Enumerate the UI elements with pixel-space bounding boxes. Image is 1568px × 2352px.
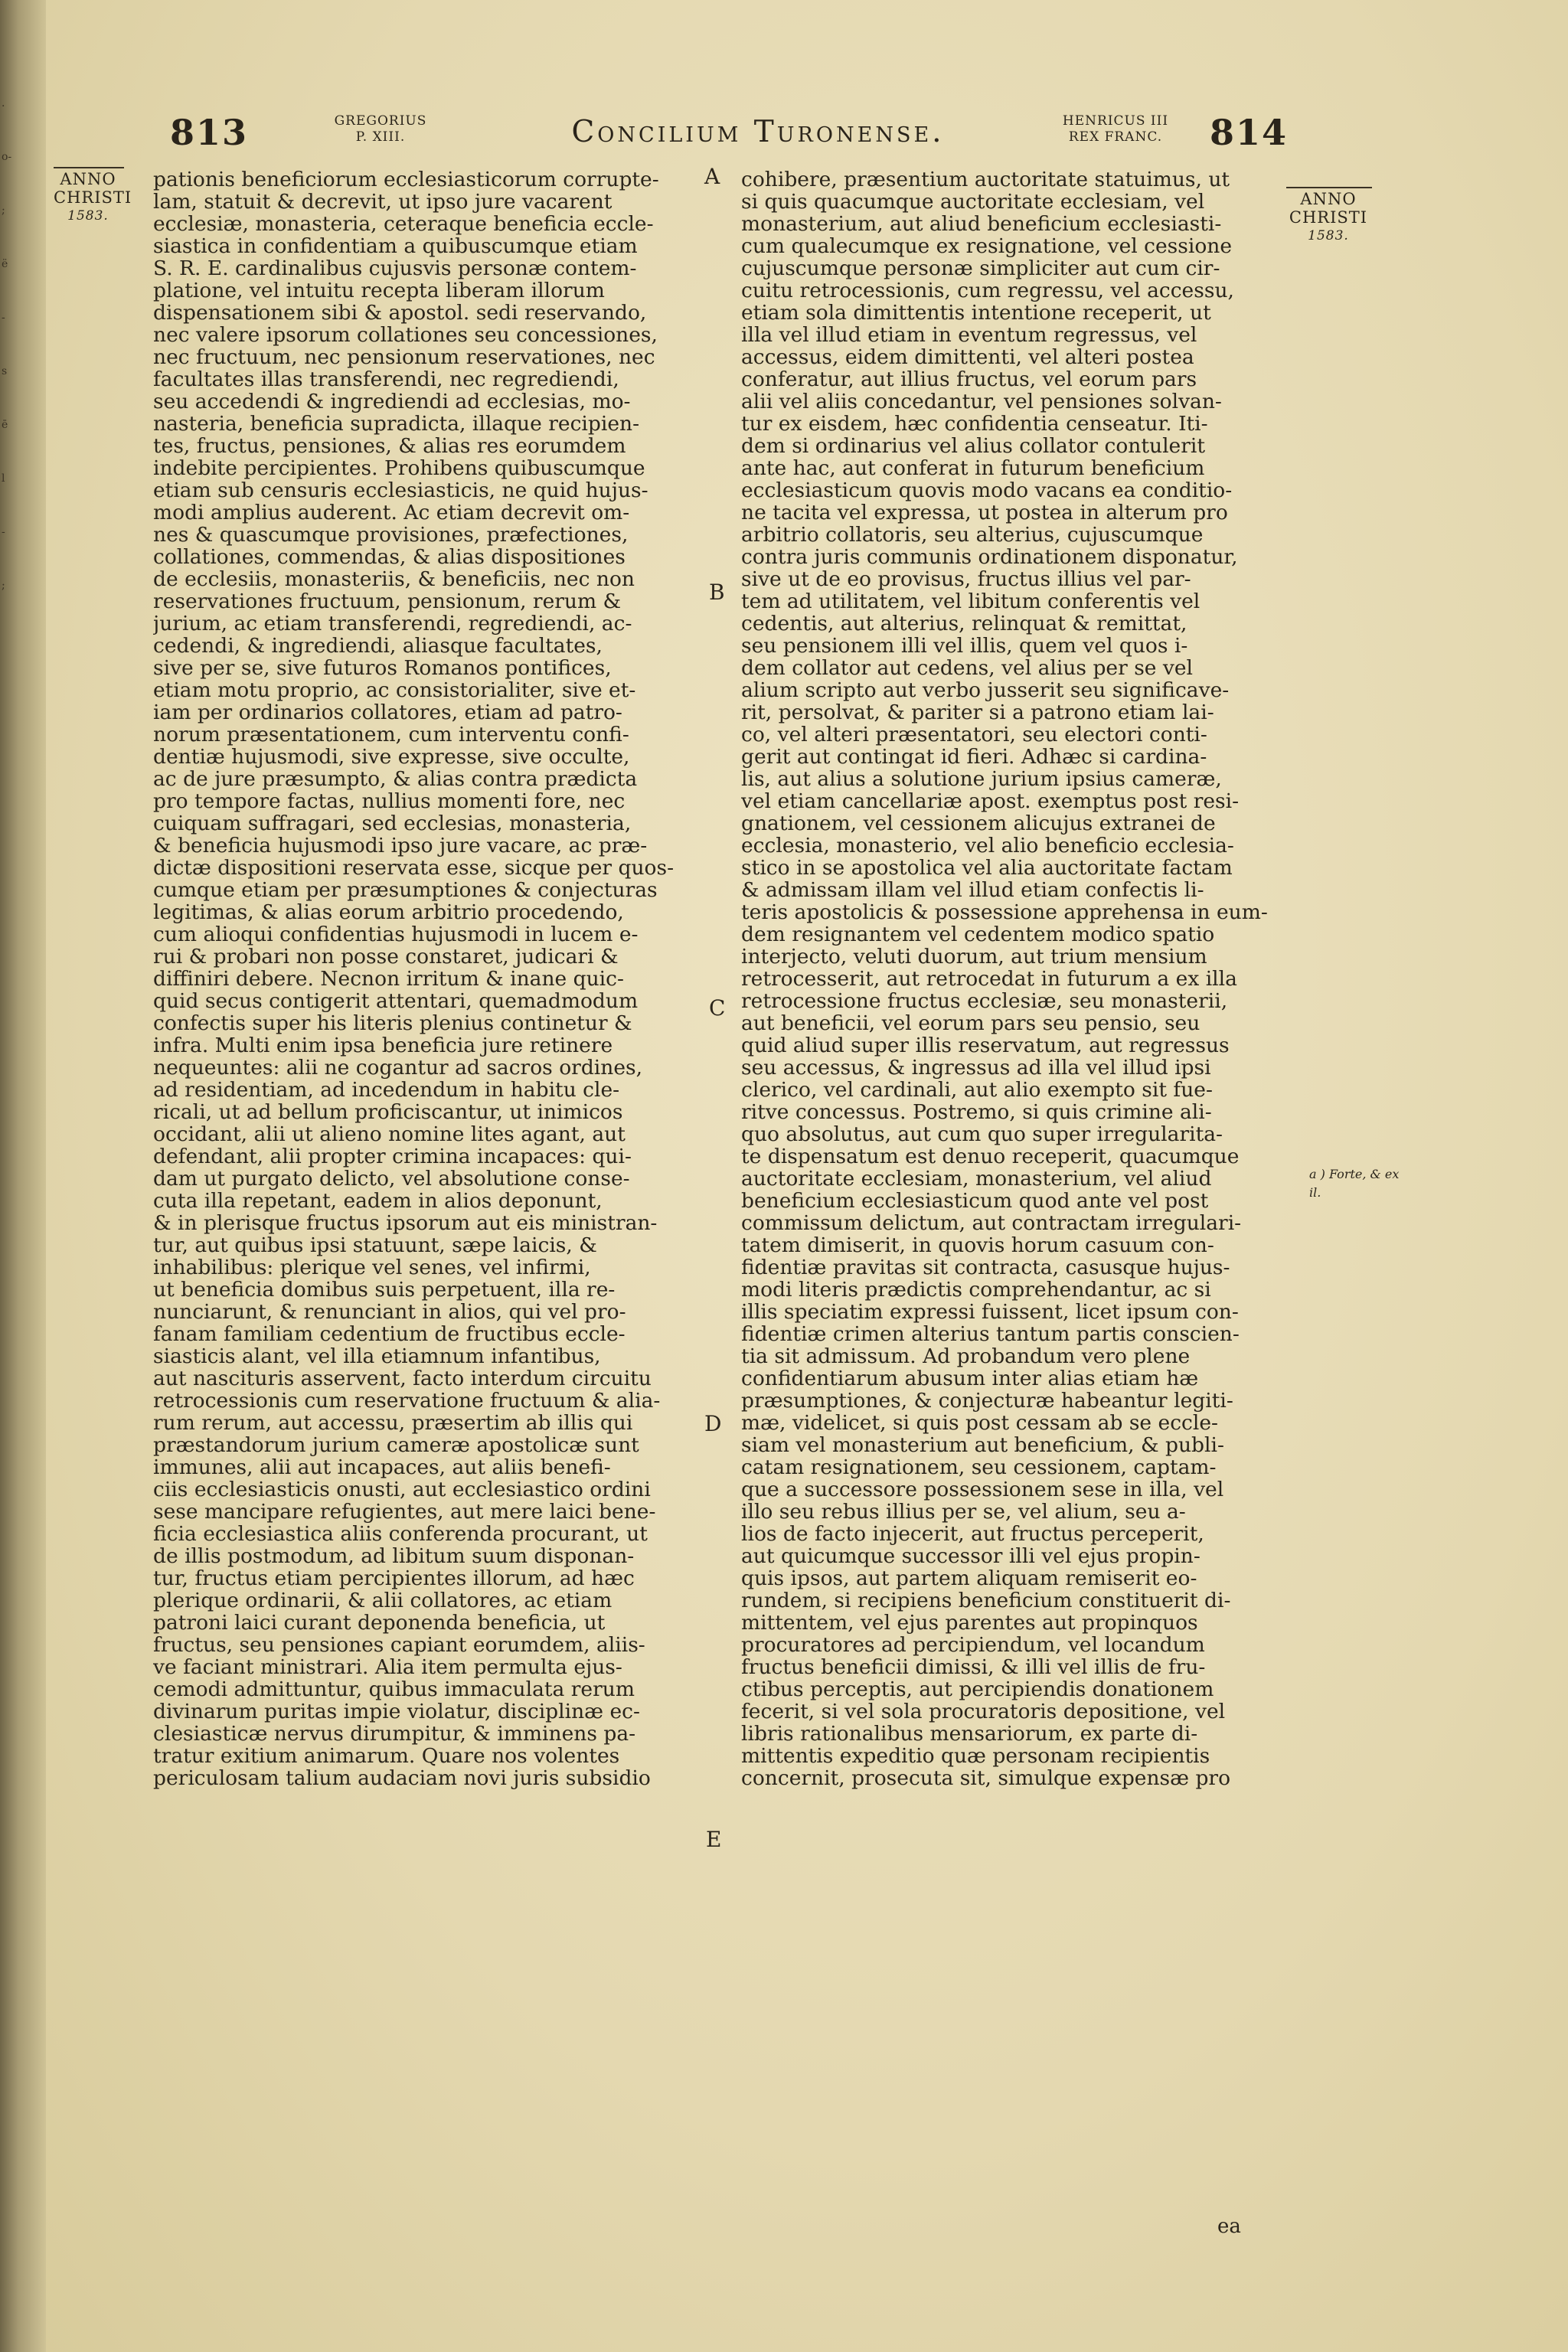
left-text-line: & in plerisque fructus ipsorum aut eis ministran-	[153, 1212, 658, 1234]
left-text-line: ecclesiæ, monasteria, ceteraque beneficia eccle-	[153, 213, 654, 235]
right-text-line: stico in se apostolica vel alia auctoritate factam	[741, 857, 1233, 879]
right-running-head-text: HENRICUS III REX FRANC.	[1062, 113, 1169, 145]
right-text-line: beneficium ecclesiasticum quod ante vel post	[741, 1190, 1209, 1212]
left-text-line: aut nascituris asservent, facto interdum circuitu	[153, 1367, 652, 1390]
left-text-line: diffiniri debere. Necnon irritum & inane quic-	[153, 968, 624, 990]
left-text-line: nasteria, beneficia supradicta, illaque recipien-	[153, 413, 640, 435]
left-text-line: pro tempore factas, nullius momenti fore, nec	[153, 790, 626, 812]
right-text-line: fructus beneficii dimissi, & illi vel illis de fru-	[741, 1656, 1206, 1678]
right-text-line: teris apostolicis & possessione apprehensa in eum-	[741, 901, 1268, 923]
right-text-column	[741, 168, 1288, 1789]
left-text-line: nec valere ipsorum collationes seu concessiones,	[153, 324, 658, 346]
right-text-line: ne tacita vel expressa, ut postea in alterum pro	[741, 501, 1228, 524]
left-text-line: etiam sub censuris ecclesiasticis, ne quid hujus-	[153, 479, 648, 501]
right-text-line: fidentiæ pravitas sit contracta, casusque hujus-	[741, 1256, 1230, 1279]
left-text-line: platione, vel intuitu recepta liberam illorum	[153, 279, 605, 302]
right-text-line: tem ad utilitatem, vel libitum conferentis vel	[741, 590, 1200, 612]
left-text-line: ciis ecclesiasticis onusti, aut ecclesiastico ordini	[153, 1478, 651, 1501]
left-text-line: dentiæ hujusmodi, sive expresse, sive occulte,	[153, 746, 630, 768]
left-text-line: cum alioqui confidentias hujusmodi in lucem e-	[153, 923, 639, 946]
left-text-line: dictæ dispositioni reservata esse, sicque per quos-	[153, 857, 675, 879]
left-text-line: ficia ecclesiastica aliis conferenda procurant, ut	[153, 1523, 648, 1545]
right-text-line: ante hac, aut conferat in futurum beneficium	[741, 457, 1205, 479]
left-text-line: dam ut purgato delicto, vel absolutione conse-	[153, 1168, 630, 1190]
right-text-line: retrocessione fructus ecclesiæ, seu monasterii,	[741, 990, 1228, 1012]
left-margin-label: ANNO CHRISTI	[54, 170, 132, 207]
right-text-line: dem collator aut cedens, vel alius per se vel	[741, 657, 1194, 679]
left-text-line: plerique ordinarii, & alii collatores, ac etiam	[153, 1589, 612, 1612]
right-text-line: ecclesia, monasterio, vel alio beneficio ecclesia-	[741, 835, 1234, 857]
right-page-number: 814	[1210, 112, 1289, 153]
page-title: Concilium Turonense.	[571, 115, 945, 149]
right-text-line: etiam sola dimittentis intentione receperit, ut	[741, 302, 1211, 324]
section-letter-c: C	[709, 995, 726, 1021]
book-page	[46, 0, 1568, 2352]
left-text-line: rui & probari non posse constaret, judicari &	[153, 946, 619, 968]
right-text-line: lis, aut alius a solutione jurium ipsius cameræ,	[741, 768, 1222, 790]
left-text-column	[153, 168, 700, 1789]
left-text-line: infra. Multi enim ipsa beneficia jure retinere	[153, 1034, 613, 1057]
right-text-line: retrocesserit, aut retrocedat in futurum a ex illa	[741, 968, 1237, 990]
right-text-line: quo absolutus, aut cum quo super irregularita-	[741, 1123, 1223, 1145]
right-text-line: mittentem, vel ejus parentes aut propinquos	[741, 1612, 1198, 1634]
right-text-line: alii vel aliis concedantur, vel pensiones solvan-	[741, 390, 1222, 413]
right-text-line: rundem, si recipiens beneficium constituerit di-	[741, 1589, 1231, 1612]
left-text-line: reservationes fructuum, pensionum, rerum &	[153, 590, 622, 612]
left-text-line: de ecclesiis, monasteriis, & beneficiis, nec non	[153, 568, 635, 590]
left-margin-note	[54, 170, 132, 225]
right-text-line: illis speciatim expressi fuissent, licet ipsum con-	[741, 1301, 1239, 1323]
catchword: ea	[1217, 2215, 1241, 2238]
left-page-number: 813	[170, 112, 249, 153]
right-text-line: illa vel illud etiam in eventum regressus, vel	[741, 324, 1197, 346]
right-text-line: procuratores ad percipiendum, vel locandum	[741, 1634, 1205, 1656]
left-text-line: sive per se, sive futuros Romanos pontifices,	[153, 657, 612, 679]
right-text-line: dem resignantem vel cedentem modico spatio	[741, 923, 1215, 946]
left-text-line: & beneficia hujusmodi ipso jure vacare, ac præ-	[153, 835, 648, 857]
right-text-line: si quis quacumque auctoritate ecclesiam, vel	[741, 191, 1205, 213]
right-text-line: lios de facto injecerit, aut fructus perceperit,	[741, 1523, 1204, 1545]
right-text-line: alium scripto aut verbo jusserit seu significave-	[741, 679, 1230, 701]
right-text-line: cedentis, aut alterius, relinquat & remittat,	[741, 612, 1187, 635]
left-text-line: ut beneficia domibus suis perpetuent, illa re-	[153, 1279, 616, 1301]
right-text-line: & admissam illam vel illud etiam confectis li-	[741, 879, 1204, 901]
right-text-line: contra juris communis ordinationem disponatur,	[741, 546, 1238, 568]
right-running-head	[1050, 113, 1181, 145]
left-text-line: iam per ordinarios collatores, etiam ad patro-	[153, 701, 622, 724]
right-text-line: monasterium, aut aliud beneficium ecclesiasti-	[741, 213, 1222, 235]
right-text-line: fidentiæ crimen alterius tantum partis conscien-	[741, 1323, 1240, 1345]
right-text-line: modi literis prædictis comprehendantur, ac si	[741, 1279, 1211, 1301]
left-text-line: tes, fructus, pensiones, & alias res eorumdem	[153, 435, 626, 457]
left-text-line: de illis postmodum, ad libitum suum disponan-	[153, 1545, 635, 1567]
right-text-line: illo seu rebus illius per se, vel alium, seu a-	[741, 1501, 1186, 1523]
right-text-line: rit, persolvat, & pariter si a patrono etiam lai-	[741, 701, 1214, 724]
left-text-line: tratur exitium animarum. Quare nos volentes	[153, 1745, 620, 1767]
left-text-line: nunciarunt, & renunciant in alios, qui vel pro-	[153, 1301, 626, 1323]
section-letter-b: B	[709, 580, 725, 605]
right-text-line: cohibere, præsentium auctoritate statuimus, ut	[741, 168, 1230, 191]
right-text-line: fecerit, si vel sola procuratoris depositione, vel	[741, 1700, 1226, 1723]
right-margin-note	[1286, 190, 1370, 245]
left-text-line: nes & quascumque provisiones, præfectiones,	[153, 524, 629, 546]
left-text-line: fructus, seu pensiones capiant eorumdem, aliis-	[153, 1634, 645, 1656]
page-header	[46, 107, 1568, 168]
right-text-line: gnationem, vel cessionem alicujus extranei de	[741, 812, 1216, 835]
left-text-line: sese mancipare refugientes, aut mere laici bene-	[153, 1501, 656, 1523]
left-text-line: cuiquam suffragari, sed ecclesias, monasteria,	[153, 812, 632, 835]
left-text-line: cuta illa repetant, eadem in alios deponunt,	[153, 1190, 603, 1212]
right-text-line: quis ipsos, aut partem aliquam remiserit eo-	[741, 1567, 1197, 1589]
right-text-line: libris rationalibus mensariorum, ex parte di-	[741, 1723, 1198, 1745]
right-text-line: seu accessus, & ingressus ad illa vel illud ipsi	[741, 1057, 1211, 1079]
left-text-line: ve faciant ministrari. Alia item permulta ejus-	[153, 1656, 622, 1678]
left-text-line: clesiasticæ nervus dirumpitur, & imminens pa-	[153, 1723, 636, 1745]
right-text-line: confidentiarum abusum inter alias etiam hæ	[741, 1367, 1199, 1390]
right-text-line: catam resignationem, seu cessionem, captam-	[741, 1456, 1217, 1478]
left-margin-rule	[54, 167, 124, 168]
right-text-line: aut beneficii, vel eorum pars seu pensio, seu	[741, 1012, 1200, 1034]
right-text-line: concernit, prosecuta sit, simulque expensæ pro	[741, 1767, 1231, 1789]
right-text-line: tia sit admissum. Ad probandum vero plene	[741, 1345, 1191, 1367]
left-text-line: defendant, alii propter crimina incapaces: qui-	[153, 1145, 632, 1168]
left-text-line: tur, aut quibus ipsi statuunt, sæpe laicis, &	[153, 1234, 597, 1256]
adjacent-page-fragments: . o- ; ë - s ē l - ;	[2, 97, 12, 592]
right-text-line: ecclesiasticum quovis modo vacans ea conditio-	[741, 479, 1233, 501]
left-text-line: fanam familiam cedentium de fructibus eccle-	[153, 1323, 626, 1345]
left-text-line: nequeuntes: alii ne cogantur ad sacros ordines,	[153, 1057, 643, 1079]
right-text-line: tatem dimiserit, in quovis horum casuum con-	[741, 1234, 1214, 1256]
right-text-line: interjecto, veluti duorum, aut trium mensium	[741, 946, 1207, 968]
right-text-line: co, vel alteri præsentatori, seu electori conti-	[741, 724, 1207, 746]
left-text-line: patroni laici curant deponenda beneficia, ut	[153, 1612, 606, 1634]
left-text-line: periculosam talium audaciam novi juris subsidio	[153, 1767, 651, 1789]
left-text-line: inhabilibus: plerique vel senes, vel infirmi,	[153, 1256, 591, 1279]
left-text-line: ricali, ut ad bellum proficiscantur, ut inimicos	[153, 1101, 623, 1123]
left-text-line: quid secus contigerit attentari, quemadmodum	[153, 990, 639, 1012]
right-text-line: siam vel monasterium aut beneficium, & publi-	[741, 1434, 1224, 1456]
left-text-line: lam, statuit & decrevit, ut ipso jure vacarent	[153, 191, 612, 213]
right-margin-rule	[1286, 187, 1372, 188]
right-text-line: arbitrio collatoris, seu alterius, cujuscumque	[741, 524, 1204, 546]
right-text-line: cujuscumque personæ simpliciter aut cum cir-	[741, 257, 1220, 279]
left-text-line: jurium, ac etiam transferendi, regrediendi, ac-	[153, 612, 632, 635]
right-text-line: te dispensatum est denuo receperit, quacumque	[741, 1145, 1240, 1168]
left-text-line: dispensationem sibi & apostol. sedi reservando,	[153, 302, 647, 324]
right-margin-year: 1583.	[1308, 228, 1349, 243]
right-text-line: cum qualecumque ex resignatione, vel cessione	[741, 235, 1233, 257]
left-text-line: rum rerum, aut accessu, præsertim ab illis qui	[153, 1412, 633, 1434]
left-text-line: immunes, alii aut incapaces, aut aliis benefi-	[153, 1456, 611, 1478]
left-text-line: cedendi, & ingrediendi, aliasque facultates,	[153, 635, 603, 657]
right-text-line: accessus, eidem dimittenti, vel alteri postea	[741, 346, 1194, 368]
left-text-line: S. R. E. cardinalibus cujusvis personæ contem-	[153, 257, 637, 279]
left-text-line: nec fructuum, nec pensionum reservationes, nec	[153, 346, 655, 368]
left-text-line: occidant, alii ut alieno nomine lites agant, aut	[153, 1123, 626, 1145]
left-text-line: cumque etiam per præsumptiones & conjecturas	[153, 879, 658, 901]
left-text-line: præstandorum jurium cameræ apostolicæ sunt	[153, 1434, 639, 1456]
right-text-line: auctoritate ecclesiam, monasterium, vel aliud	[741, 1168, 1212, 1190]
right-text-line: que a successore possessionem sese in illa, vel	[741, 1478, 1224, 1501]
left-text-line: indebite percipientes. Prohibens quibuscumque	[153, 457, 645, 479]
left-text-line: etiam motu proprio, ac consistorialiter, sive et-	[153, 679, 636, 701]
left-text-line: confectis super his literis plenius continetur &	[153, 1012, 632, 1034]
right-text-line: commissum delictum, aut contractam irregulari-	[741, 1212, 1242, 1234]
left-text-line: ad residentiam, ad incedendum in habitu cle-	[153, 1079, 620, 1101]
margin-footnote: a ) Forte, & ex il.	[1309, 1167, 1400, 1200]
right-text-line: cuitu retrocessionis, cum regressu, vel accessu,	[741, 279, 1234, 302]
right-text-line: dem si ordinarius vel alius collator contulerit	[741, 435, 1206, 457]
right-text-line: vel etiam cancellariæ apost. exemptus post resi-	[741, 790, 1240, 812]
left-text-line: retrocessionis cum reservatione fructuum & alia-	[153, 1390, 661, 1412]
left-text-line: tur, fructus etiam percipientes illorum, ad hæc	[153, 1567, 635, 1589]
left-text-line: siasticis alant, vel illa etiamnum infantibus,	[153, 1345, 601, 1367]
left-text-line: legitimas, & alias eorum arbitrio procedendo,	[153, 901, 624, 923]
right-text-line: mittentis expeditio quæ personam recipientis	[741, 1745, 1210, 1767]
left-text-line: divinarum puritas impie violatur, disciplinæ ec-	[153, 1700, 640, 1723]
right-margin-label: ANNO CHRISTI	[1289, 190, 1368, 227]
left-text-line: ac de jure præsumpto, & alias contra prædicta	[153, 768, 638, 790]
right-text-line: quid aliud super illis reservatum, aut regressus	[741, 1034, 1230, 1057]
left-text-line: cemodi admittuntur, quibus immaculata rerum	[153, 1678, 635, 1700]
right-text-line: præsumptiones, & conjecturæ habeantur legiti-	[741, 1390, 1233, 1412]
binding-gutter	[0, 0, 46, 2352]
right-text-line: clerico, vel cardinali, aut alio exempto sit fue-	[741, 1079, 1213, 1101]
right-text-line: ritve concessus. Postremo, si quis crimine ali-	[741, 1101, 1212, 1123]
section-letter-d: D	[704, 1411, 722, 1436]
right-text-line: gerit aut contingat id fieri. Adhæc si cardina-	[741, 746, 1207, 768]
left-running-head	[331, 113, 430, 145]
right-text-line: aut quicumque successor illi vel ejus propin-	[741, 1545, 1200, 1567]
left-text-line: pationis beneficiorum ecclesiasticorum corrupte-	[153, 168, 659, 191]
right-text-line: sive ut de eo provisus, fructus illius vel par-	[741, 568, 1191, 590]
right-text-line: ctibus perceptis, aut percipiendis donationem	[741, 1678, 1214, 1700]
left-running-head-text: GREGORIUS P. XIII.	[334, 113, 427, 145]
left-text-line: modi amplius auderent. Ac etiam decrevit om-	[153, 501, 630, 524]
right-text-line: tur ex eisdem, hæc confidentia censeatur. Iti-	[741, 413, 1208, 435]
section-letter-e: E	[706, 1827, 722, 1852]
left-text-line: siastica in confidentiam a quibuscumque etiam	[153, 235, 638, 257]
left-text-line: seu accedendi & ingrediendi ad ecclesias, mo-	[153, 390, 631, 413]
section-letter-a: A	[704, 164, 720, 189]
right-text-line: mæ, videlicet, si quis post cessam ab se eccle-	[741, 1412, 1219, 1434]
left-text-line: collationes, commendas, & alias dispositiones	[153, 546, 626, 568]
right-text-line: conferatur, aut illius fructus, vel eorum pars	[741, 368, 1197, 390]
left-text-line: facultates illas transferendi, nec regrediendi,	[153, 368, 619, 390]
right-text-line: seu pensionem illi vel illis, quem vel quos i-	[741, 635, 1188, 657]
left-margin-year: 1583.	[67, 208, 109, 224]
left-text-line: norum præsentationem, cum interventu confi-	[153, 724, 629, 746]
